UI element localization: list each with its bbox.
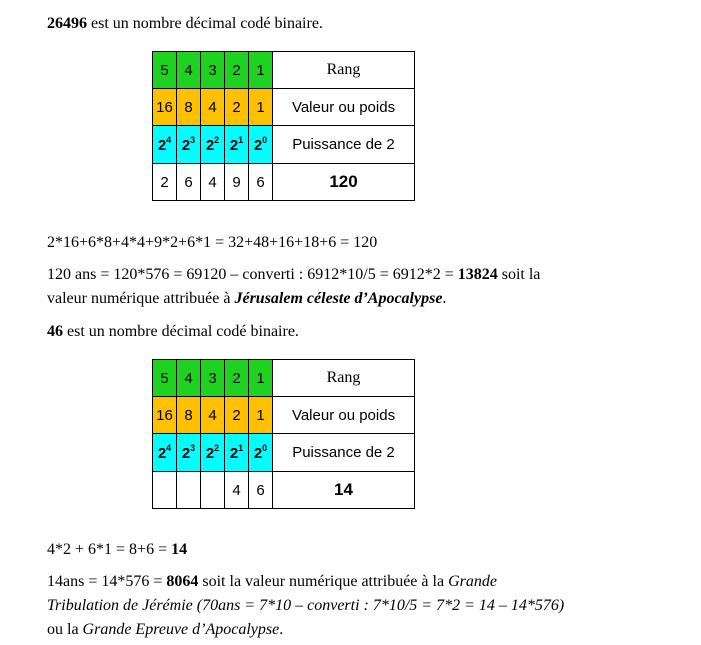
label-valeur: Valeur ou poids bbox=[273, 89, 415, 126]
paragraph-120-ans-line1: 120 ans = 120*576 = 69120 – converti : 6912*10/5 = 6912*2 = 13824 soit la bbox=[47, 266, 541, 283]
cell-puissance: $2^1$ bbox=[225, 434, 249, 472]
cell-digit bbox=[201, 472, 225, 509]
grande-epreuve: Grande Epreuve d’Apocalypse bbox=[82, 621, 280, 638]
row-valeur bbox=[153, 89, 415, 126]
cell-valeur: 16 bbox=[153, 397, 177, 434]
cell-rang: 1 bbox=[249, 360, 273, 397]
cell-valeur: 2 bbox=[225, 89, 249, 126]
cell-valeur: 4 bbox=[201, 397, 225, 434]
cell-digit: 4 bbox=[225, 472, 249, 509]
cell-rang: 4 bbox=[177, 360, 201, 397]
row-valeur bbox=[153, 397, 415, 434]
cell-rang: 5 bbox=[153, 52, 177, 89]
cell-digit: 2 bbox=[153, 164, 177, 201]
cell-rang: 5 bbox=[153, 360, 177, 397]
cell-rang: 4 bbox=[177, 52, 201, 89]
result-14: 14 bbox=[171, 541, 188, 558]
row-rang bbox=[153, 360, 415, 397]
row-digits bbox=[153, 472, 415, 509]
cell-valeur: 8 bbox=[177, 89, 201, 126]
calculation-2: 4*2 + 6*1 = 8+6 = 14 bbox=[47, 541, 188, 558]
paragraph-26496-intro bbox=[47, 14, 323, 34]
value-13824: 13824 bbox=[457, 266, 498, 283]
row-puissance bbox=[153, 434, 415, 472]
number-26496: 26496 bbox=[47, 15, 87, 32]
cell-puissance: $2^4$ bbox=[153, 126, 177, 164]
paragraph-120-ans-line2: valeur numérique attribuée à Jérusalem céleste d’Apocalypse. bbox=[47, 290, 447, 307]
cell-digit bbox=[153, 472, 177, 509]
cell-puissance: $2^3$ bbox=[177, 434, 201, 472]
cell-digit bbox=[177, 472, 201, 509]
cell-rang: 2 bbox=[225, 360, 249, 397]
cell-valeur: 4 bbox=[201, 89, 225, 126]
label-valeur: Valeur ou poids bbox=[273, 397, 415, 434]
row-rang bbox=[153, 52, 415, 89]
cell-rang: 3 bbox=[201, 360, 225, 397]
label-puissance: Puissance de 2 bbox=[273, 434, 415, 472]
number-46: 46 bbox=[47, 323, 63, 340]
value-8064: 8064 bbox=[166, 573, 199, 590]
row-puissance bbox=[153, 126, 415, 164]
label-rang: Rang bbox=[273, 360, 415, 397]
cell-puissance: $2^2$ bbox=[201, 126, 225, 164]
cell-digit: 6 bbox=[177, 164, 201, 201]
total-120: 120 bbox=[273, 164, 415, 201]
intro-text: est un nombre décimal codé binaire. bbox=[87, 15, 323, 32]
cell-puissance: $2^4$ bbox=[153, 434, 177, 472]
cell-puissance: $2^0$ bbox=[249, 434, 273, 472]
cell-valeur: 16 bbox=[153, 89, 177, 126]
jerusalem-celeste: Jérusalem céleste d’Apocalypse bbox=[234, 290, 443, 307]
binary-table-2 bbox=[152, 359, 415, 509]
cell-valeur: 8 bbox=[177, 397, 201, 434]
cell-puissance: $2^0$ bbox=[249, 126, 273, 164]
binary-table-1 bbox=[152, 51, 415, 201]
paragraph-14ans-line3: ou la Grande Epreuve d’Apocalypse. bbox=[47, 621, 284, 638]
cell-puissance: $2^3$ bbox=[177, 126, 201, 164]
cell-rang: 2 bbox=[225, 52, 249, 89]
cell-digit: 9 bbox=[225, 164, 249, 201]
paragraph-14ans-line2: Tribulation de Jérémie (70ans = 7*10 – converti : 7*10/5 = 7*2 = 14 – 14*576) bbox=[47, 597, 565, 614]
cell-digit: 6 bbox=[249, 472, 273, 509]
cell-valeur: 1 bbox=[249, 397, 273, 434]
cell-digit: 4 bbox=[201, 164, 225, 201]
cell-valeur: 2 bbox=[225, 397, 249, 434]
cell-rang: 1 bbox=[249, 52, 273, 89]
total-14: 14 bbox=[273, 472, 415, 509]
calculation-1: 2*16+6*8+4*4+9*2+6*1 = 32+48+16+18+6 = 120 bbox=[47, 234, 378, 251]
label-rang: Rang bbox=[273, 52, 415, 89]
paragraph-46-intro: 46 est un nombre décimal codé binaire. bbox=[47, 323, 299, 340]
row-digits bbox=[153, 164, 415, 201]
cell-puissance: $2^2$ bbox=[201, 434, 225, 472]
label-puissance: Puissance de 2 bbox=[273, 126, 415, 164]
cell-valeur: 1 bbox=[249, 89, 273, 126]
cell-rang: 3 bbox=[201, 52, 225, 89]
cell-digit: 6 bbox=[249, 164, 273, 201]
paragraph-14ans-line1: 14ans = 14*576 = 8064 soit la valeur numérique attribuée à la Grande bbox=[47, 573, 497, 590]
cell-puissance: $2^1$ bbox=[225, 126, 249, 164]
